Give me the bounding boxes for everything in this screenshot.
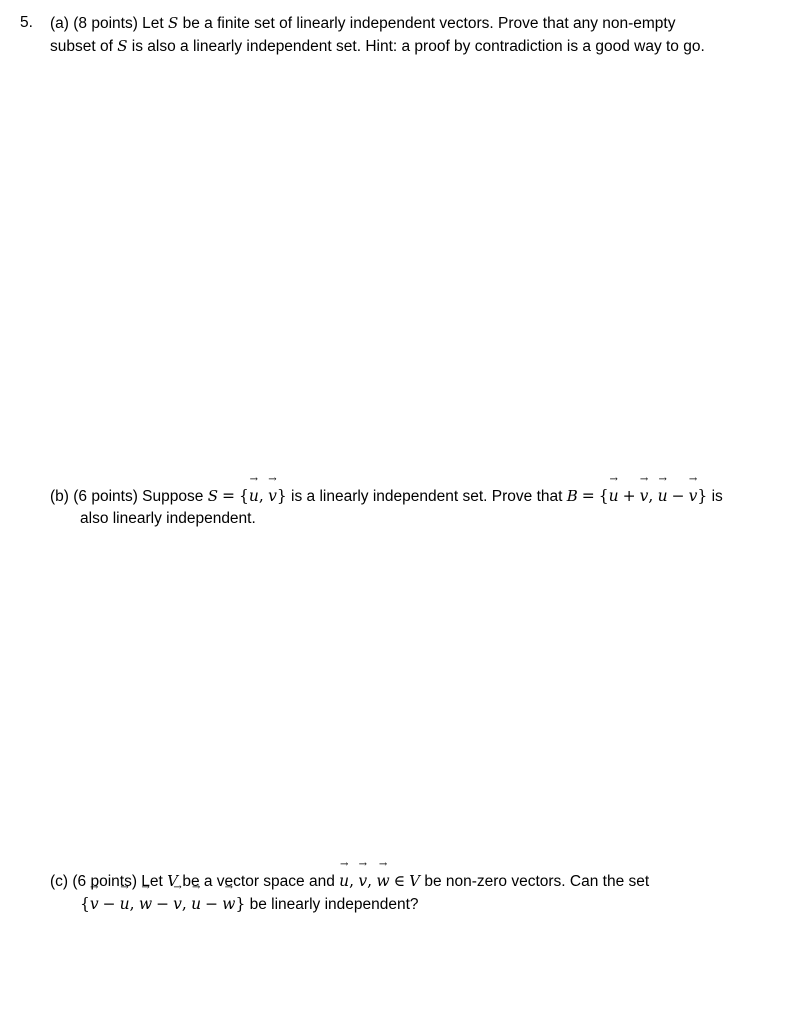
vector-space-v: V	[409, 872, 421, 890]
minus-sign: −	[102, 895, 116, 913]
part-c-label: (c)	[50, 873, 69, 890]
brace-open: {	[80, 895, 90, 913]
comma: ,	[349, 872, 355, 890]
vector-v: → v	[90, 893, 99, 915]
vector-w: → w	[222, 893, 235, 915]
part-a-text: is also a linearly independent set. Hint: a proof by contradiction is a good way to go.	[127, 38, 705, 55]
minus-sign: −	[205, 895, 219, 913]
equals-sign: =	[581, 487, 595, 505]
brace-close: }	[276, 487, 287, 505]
comma: ,	[181, 895, 187, 913]
element-of-symbol: ∈	[393, 872, 406, 890]
part-a-text: (8 points) Let	[73, 15, 169, 32]
part-c-line-2	[50, 893, 785, 916]
comma: ,	[258, 487, 264, 505]
part-b	[50, 485, 785, 530]
brace-close: }	[697, 487, 708, 505]
equals-sign: =	[221, 487, 235, 505]
vector-v: → v	[173, 893, 182, 915]
minus-sign: −	[671, 487, 685, 505]
vector-w: → w	[376, 870, 389, 892]
vector-v: → v	[268, 485, 277, 507]
part-a-text: subset of	[50, 38, 118, 55]
part-c	[50, 870, 785, 916]
part-c-text: be a vector space and	[178, 873, 340, 890]
comma: ,	[367, 872, 373, 890]
vector-u: → u	[609, 485, 619, 507]
vector-u: → u	[249, 485, 259, 507]
part-b-line-1	[50, 485, 785, 508]
brace-open: {	[598, 487, 609, 505]
part-c-text: (6 points) Let	[72, 873, 168, 890]
vector-u: → u	[120, 893, 130, 915]
comma: ,	[129, 895, 135, 913]
vector-space-v: V	[167, 872, 179, 890]
part-a-text: be a finite set of linearly independent vectors. Prove that any non-empty	[178, 15, 676, 32]
part-c-text: be linearly independent?	[245, 896, 419, 913]
minus-sign: −	[156, 895, 170, 913]
set-s: S	[207, 487, 218, 505]
part-a-line-2	[50, 35, 785, 58]
part-b-text: is a linearly independent set. Prove that	[286, 488, 567, 505]
set-b: B	[566, 487, 578, 505]
part-a	[50, 12, 785, 58]
vector-v: → v	[358, 870, 367, 892]
set-s: S	[117, 37, 128, 55]
part-b-label: (b)	[50, 488, 69, 505]
part-b-line-2: also linearly independent.	[80, 510, 256, 527]
part-c-line-1	[50, 870, 785, 893]
problem-number: 5.	[20, 14, 33, 31]
vector-u: → u	[339, 870, 349, 892]
brace-open: {	[238, 487, 249, 505]
part-a-line-1	[50, 12, 785, 35]
part-b-text: is	[707, 488, 723, 505]
vector-u: → u	[191, 893, 201, 915]
vector-v: → v	[689, 485, 698, 507]
brace-close: }	[235, 895, 246, 913]
part-a-label: (a)	[50, 15, 69, 32]
plus-sign: +	[622, 487, 636, 505]
set-s: S	[168, 14, 179, 32]
vector-w: → w	[139, 893, 152, 915]
part-c-text: be non-zero vectors. Can the set	[420, 873, 650, 890]
comma: ,	[648, 487, 654, 505]
vector-u: → u	[658, 485, 668, 507]
part-b-text: (6 points) Suppose	[73, 488, 208, 505]
vector-v: → v	[640, 485, 649, 507]
